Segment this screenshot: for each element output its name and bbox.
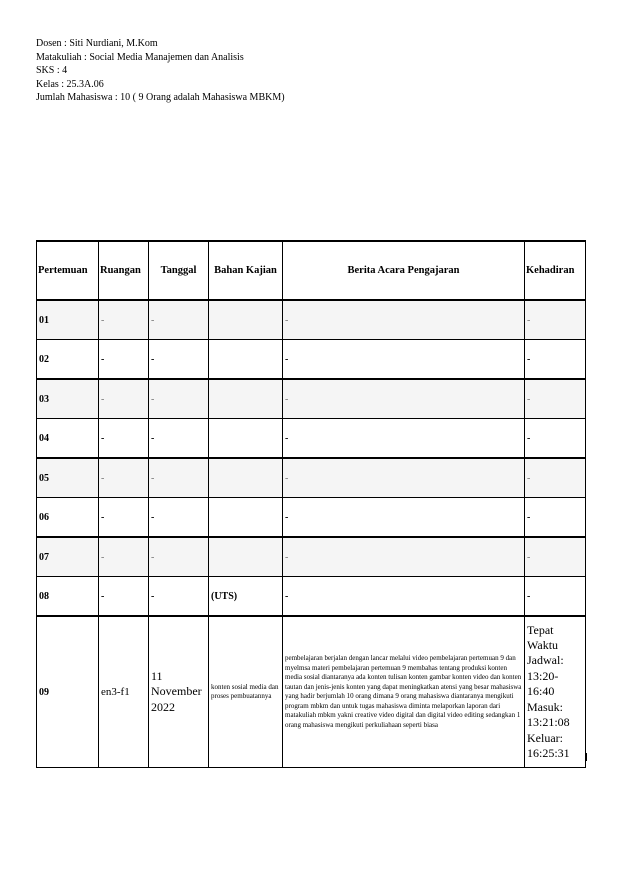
cell-berita: -: [283, 419, 525, 459]
cell-bahan: [209, 379, 283, 419]
attendance-table: [36, 240, 586, 768]
sks-text: SKS : 4: [36, 65, 68, 76]
cell-tanggal: -: [149, 379, 209, 419]
cell-tanggal: -: [149, 340, 209, 380]
cell-ruangan: en3-f1: [99, 616, 149, 768]
cell-berita: -: [283, 458, 525, 498]
table-row: [37, 616, 586, 768]
cell-bahan: [209, 300, 283, 340]
cell-ruangan: -: [99, 577, 149, 617]
cell-berita: -: [283, 300, 525, 340]
cell-tanggal: -: [149, 498, 209, 538]
cell-pertemuan: 03: [37, 379, 99, 419]
table-row: [37, 498, 586, 538]
cell-pertemuan: 07: [37, 537, 99, 577]
cell-kehadiran: -: [525, 458, 586, 498]
table-row: [37, 379, 586, 419]
cell-berita: -: [283, 379, 525, 419]
cell-bahan: [209, 537, 283, 577]
col-ruangan: Ruangan: [99, 241, 149, 300]
cell-tanggal: -: [149, 458, 209, 498]
cell-kehadiran: -: [525, 419, 586, 459]
dosen-text: Dosen : Siti Nurdiani, M.Kom: [36, 38, 158, 49]
table-row: [37, 340, 586, 380]
cell-ruangan: -: [99, 537, 149, 577]
cell-pertemuan: 02: [37, 340, 99, 380]
cell-ruangan: -: [99, 300, 149, 340]
cell-kehadiran: -: [525, 379, 586, 419]
jumlah-mahasiswa-text: Jumlah Mahasiswa : 10 ( 9 Orang adalah Mahasiswa MBKM): [36, 92, 285, 103]
cell-berita: -: [283, 340, 525, 380]
cell-kehadiran: -: [525, 300, 586, 340]
cell-ruangan: -: [99, 498, 149, 538]
cell-kehadiran: Tepat Waktu Jadwal: 13:20-16:40 Masuk: 13:21:08 Keluar: 16:25:31: [525, 616, 586, 768]
cell-pertemuan: 04: [37, 419, 99, 459]
cell-bahan: konten sosial media dan proses pembuatannya: [209, 616, 283, 768]
cell-tanggal: 11 November 2022: [149, 616, 209, 768]
cell-pertemuan: 08: [37, 577, 99, 617]
cell-ruangan: -: [99, 379, 149, 419]
table-continuation: [36, 753, 587, 761]
col-bahan-kajian: Bahan Kajian: [209, 241, 283, 300]
cell-bahan: [209, 458, 283, 498]
cell-pertemuan: 09: [37, 616, 99, 768]
cell-bahan: [209, 340, 283, 380]
cell-berita: -: [283, 498, 525, 538]
cell-tanggal: -: [149, 577, 209, 617]
cell-berita: -: [283, 537, 525, 577]
cell-pertemuan: 06: [37, 498, 99, 538]
kelas-text: Kelas : 25.3A.06: [36, 78, 104, 90]
table-row: [37, 300, 586, 340]
col-pertemuan: Pertemuan: [37, 241, 99, 300]
cell-kehadiran: -: [525, 498, 586, 538]
cell-kehadiran: -: [525, 537, 586, 577]
cell-tanggal: -: [149, 300, 209, 340]
table-row: [37, 577, 586, 617]
cell-ruangan: -: [99, 419, 149, 459]
cell-bahan: [209, 498, 283, 538]
cell-tanggal: -: [149, 419, 209, 459]
col-berita-acara: Berita Acara Pengajaran: [283, 241, 525, 300]
col-kehadiran: Kehadiran: [525, 241, 586, 300]
cell-tanggal: -: [149, 537, 209, 577]
col-tanggal: Tanggal: [149, 241, 209, 300]
table-row: [37, 537, 586, 577]
cell-kehadiran: -: [525, 577, 586, 617]
cell-berita: -: [283, 577, 525, 617]
matakuliah-text: Matakuliah : Social Media Manajemen dan Analisis: [36, 51, 244, 63]
course-header: [36, 37, 285, 105]
cell-berita: pembelajaran berjalan dengan lancar melalui video pembelajaran pertemuan 9 dan myelmsa materi pembelajaran pertemuan 9 membahas tentang produksi konten media sosial diantaranya ada konten tulisan konten gambar konten video dan konten tautan dan jenis-jenis konten yang dapat meningkatkan atensi yang besar mahasiswa yang hadir berjumlah 10 orang dimana 9 orang mahasiswa diantaranya mengikuti program mbkm dan untuk tugas mahasiswa diminta melaporkan laporan dari matakuliah mbkm yakni creative video digital dan digital video editing sedangkan 1 orang mahasiswa mengikuti perkuliahaan seperti biasa: [283, 616, 525, 768]
cell-ruangan: -: [99, 458, 149, 498]
table-row: [37, 419, 586, 459]
cell-pertemuan: 05: [37, 458, 99, 498]
cell-pertemuan: 01: [37, 300, 99, 340]
table-header-row: [37, 241, 586, 300]
cell-bahan: [209, 419, 283, 459]
cell-kehadiran: -: [525, 340, 586, 380]
cell-bahan: (UTS): [209, 577, 283, 617]
cell-ruangan: -: [99, 340, 149, 380]
table-row: [37, 458, 586, 498]
